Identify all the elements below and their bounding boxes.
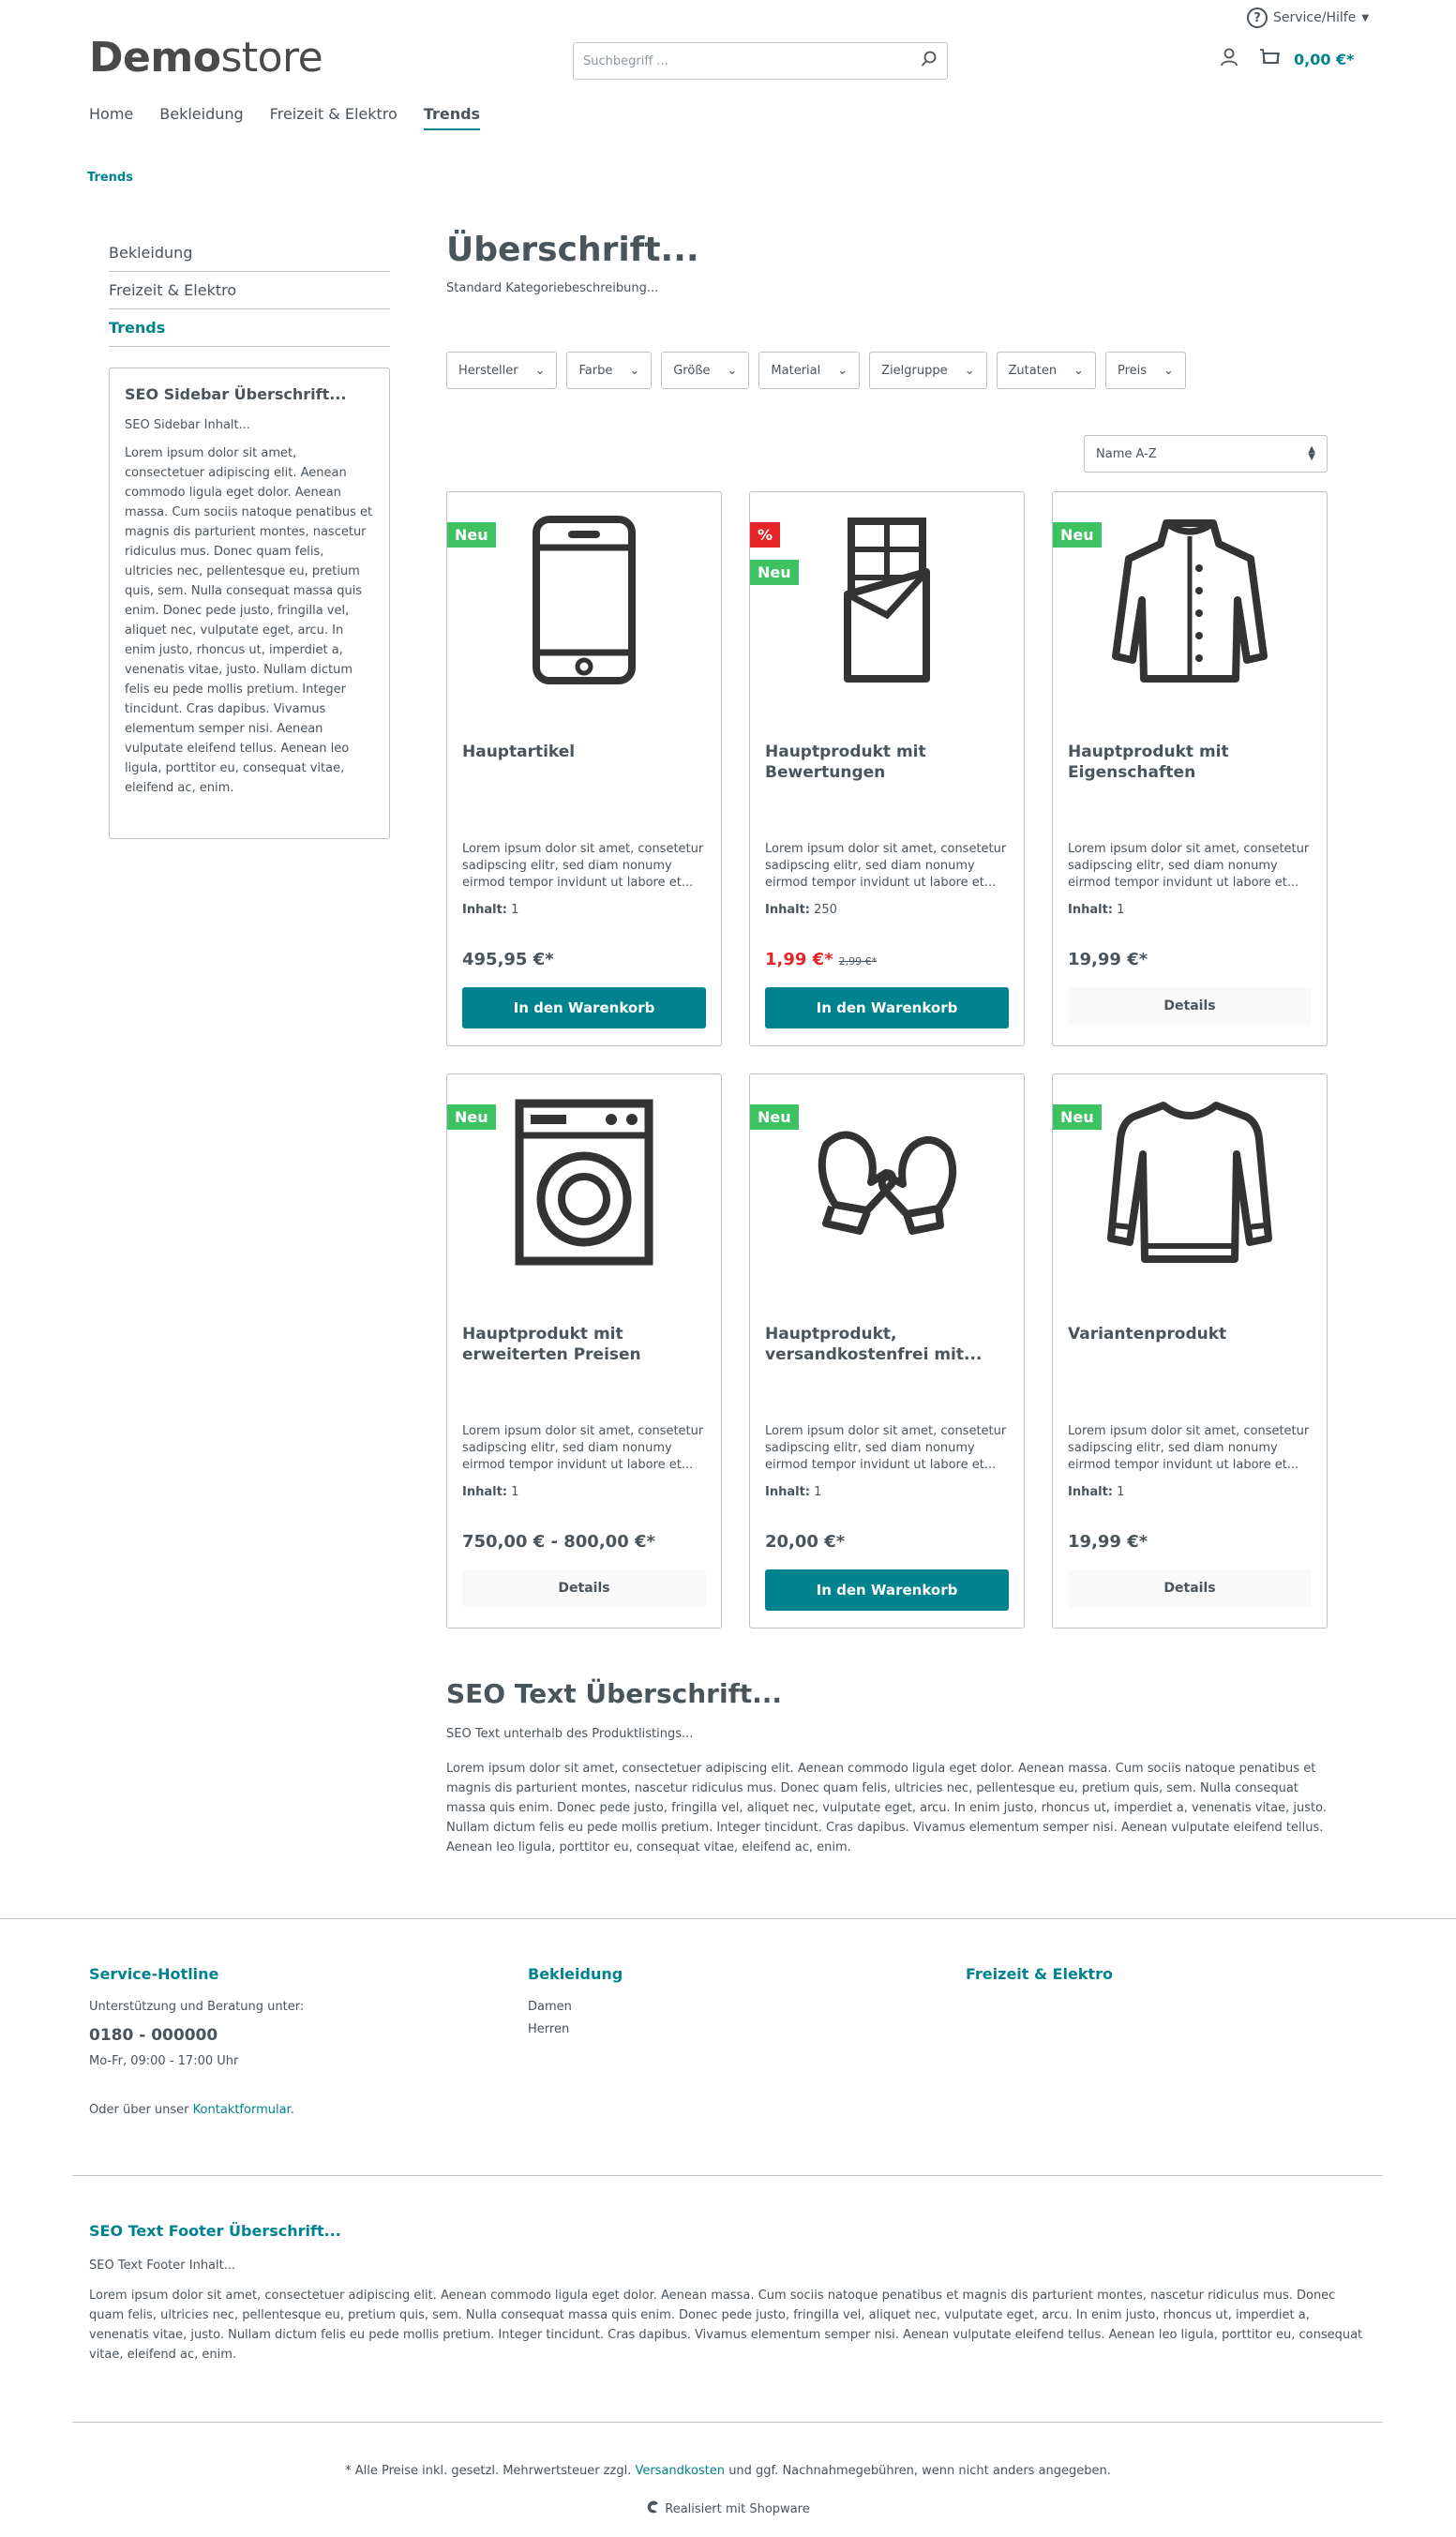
content-value: 250 <box>814 903 837 917</box>
footer-powered-by[interactable] <box>0 2499 1456 2518</box>
filter-farbe[interactable] <box>566 352 652 389</box>
footer-divider <box>0 1918 1456 1919</box>
details-button[interactable]: Details <box>1068 987 1312 1025</box>
filter-label: Hersteller <box>458 363 518 378</box>
chocolate-icon[interactable] <box>750 511 1024 689</box>
product-card[interactable] <box>446 1073 722 1629</box>
sidebar-seo-title: SEO Sidebar Überschrift... <box>125 385 347 403</box>
sidebar-seo-subtitle: SEO Sidebar Inhalt... <box>125 418 251 432</box>
product-name[interactable]: Hauptprodukt mit Bewertungen <box>765 743 926 782</box>
product-price: 495,95 €* <box>462 950 554 969</box>
sale-price: 1,99 €* <box>765 950 833 969</box>
nav-item-trends[interactable]: Trends <box>424 105 480 130</box>
content-value: 1 <box>814 1485 822 1499</box>
filter-zielgruppe[interactable] <box>869 352 986 389</box>
shipping-costs-link[interactable]: Versandkosten <box>635 2464 726 2478</box>
chevron-down-icon: ⌄ <box>1073 363 1084 378</box>
search-icon[interactable] <box>921 51 938 71</box>
shopware-icon <box>646 2499 661 2518</box>
product-card[interactable] <box>749 491 1025 1046</box>
product-name[interactable]: Variantenprodukt <box>1068 1325 1227 1344</box>
footer-col-title[interactable]: Bekleidung <box>528 1965 623 1983</box>
filter-label: Zielgruppe <box>881 363 948 378</box>
product-description: Lorem ipsum dolor sit amet, consetetur sadipscing elitr, sed diam nonumy eirmod tempor invidunt ut labore et... <box>1068 1424 1310 1472</box>
product-price <box>765 950 877 969</box>
product-name[interactable]: Hauptprodukt, versandkostenfrei mit... <box>765 1325 983 1364</box>
footer-hotline-title: Service-Hotline <box>89 1965 219 1983</box>
footer-divider <box>72 2175 1383 2176</box>
product-grid <box>446 491 1328 1629</box>
footer-col-freizeit <box>966 1965 1113 1996</box>
sale-badge: % <box>750 522 780 548</box>
filter-label: Material <box>771 363 821 378</box>
seo-title: SEO Text Überschrift... <box>446 1678 783 1709</box>
footer-price-note <box>0 2464 1456 2478</box>
chevron-down-icon: ⌄ <box>964 363 975 378</box>
question-icon: ? <box>1247 8 1268 28</box>
sort-select[interactable] <box>1084 435 1328 473</box>
nav-item-home[interactable]: Home <box>89 105 134 123</box>
filter-material[interactable] <box>758 352 860 389</box>
filter-groesse[interactable] <box>661 352 749 389</box>
footer-col-bekleidung <box>528 1965 623 2041</box>
product-card[interactable] <box>1052 1073 1328 1629</box>
product-content <box>1068 1485 1124 1499</box>
sort-selected-value: Name A-Z <box>1096 446 1157 461</box>
product-card[interactable] <box>446 491 722 1046</box>
product-description: Lorem ipsum dolor sit amet, consetetur sadipscing elitr, sed diam nonumy eirmod tempor invidunt ut labore et... <box>765 1424 1007 1472</box>
chevron-down-icon: ⌄ <box>837 363 848 378</box>
chevron-down-icon: ⌄ <box>727 363 738 378</box>
content-label: Inhalt: <box>765 903 810 917</box>
service-help-menu[interactable] <box>1247 8 1369 28</box>
search-box <box>573 42 948 80</box>
details-button[interactable]: Details <box>462 1569 706 1607</box>
chevron-down-icon: ⌄ <box>1163 363 1174 378</box>
content-value: 1 <box>511 1485 519 1499</box>
smartphone-icon[interactable] <box>447 511 721 689</box>
product-description: Lorem ipsum dolor sit amet, consetetur sadipscing elitr, sed diam nonumy eirmod tempor invidunt ut labore et... <box>1068 842 1310 890</box>
nav-item-bekleidung[interactable]: Bekleidung <box>159 105 244 123</box>
product-name[interactable]: Hauptartikel <box>462 743 576 761</box>
search-input[interactable] <box>583 54 921 68</box>
footer-note-suffix: und ggf. Nachnahmegebühren, wenn nicht anders angegeben. <box>728 2464 1111 2478</box>
product-content <box>765 903 837 917</box>
content-label: Inhalt: <box>1068 903 1113 917</box>
footer-col-title[interactable]: Freizeit & Elektro <box>966 1965 1113 1983</box>
sidebar-item-freizeit-elektro[interactable]: Freizeit & Elektro <box>109 272 390 309</box>
mittens-icon[interactable] <box>750 1093 1024 1271</box>
nav-item-freizeit-elektro[interactable]: Freizeit & Elektro <box>269 105 398 123</box>
main-navigation <box>89 105 480 130</box>
new-badge: Neu <box>1053 522 1102 548</box>
add-to-cart-button[interactable]: In den Warenkorb <box>462 987 706 1028</box>
footer-divider <box>72 2422 1383 2423</box>
product-price: 750,00 € - 800,00 €* <box>462 1532 655 1552</box>
new-badge: Neu <box>750 560 799 585</box>
filter-label: Zutaten <box>1008 363 1058 378</box>
content-label: Inhalt: <box>765 1485 810 1499</box>
footer-hotline <box>89 1965 304 2122</box>
product-price: 20,00 €* <box>765 1532 846 1552</box>
new-badge: Neu <box>447 522 496 548</box>
filter-label: Farbe <box>578 363 613 378</box>
page-title: Überschrift... <box>446 231 699 269</box>
filter-hersteller[interactable] <box>446 352 557 389</box>
breadcrumb[interactable]: Trends <box>87 171 133 185</box>
filter-label: Größe <box>673 363 711 378</box>
seo-subtitle: SEO Text unterhalb des Produktlistings... <box>446 1727 694 1741</box>
product-content <box>462 1485 518 1499</box>
footer-seo-subtitle: SEO Text Footer Inhalt... <box>89 2259 236 2273</box>
category-description: Standard Kategoriebeschreibung... <box>446 281 659 295</box>
content-value: 1 <box>511 903 519 917</box>
service-help-label: Service/Hilfe <box>1273 10 1357 25</box>
filter-label: Preis <box>1117 363 1148 378</box>
new-badge: Neu <box>1053 1104 1102 1130</box>
sidebar-item-trends[interactable]: Trends <box>109 309 390 347</box>
footer-note-prefix: * Alle Preise inkl. gesetzl. Mehrwertsteuer zzgl. <box>345 2464 632 2478</box>
chevron-down-icon: ⌄ <box>534 363 546 378</box>
footer-seo-text: Lorem ipsum dolor sit amet, consectetuer adipiscing elit. Aenean commodo ligula eget dolor. Aenean massa. Cum sociis natoque penatibus et magnis dis parturient montes, nascetur ridiculus mus. Donec quam felis, ultricies nec, pellentesque eu, pretium quis, sem. Nulla consequat massa quis enim. Donec pede justo, fringilla vel, aliquet nec, vulputate eget, arcu. In enim justo, rhoncus ut, imperdiet a, venenatis vitae, justo. Nullam dictum felis eu pede mollis pretium. Integer tincidunt. Cras dapibus. Vivamus elementum semper nisi. Aenean vulputate eleifend tellus. Aenean leo ligula, porttitor eu, consequat vitae, eleifend ac, enim. <box>89 2289 1363 2362</box>
product-card[interactable] <box>1052 491 1328 1046</box>
product-description: Lorem ipsum dolor sit amet, consetetur sadipscing elitr, sed diam nonumy eirmod tempor invidunt ut labore et... <box>765 842 1007 890</box>
logo-light: store <box>220 34 323 82</box>
footer-contact <box>89 2099 304 2122</box>
old-price: 2,99 €* <box>838 955 878 968</box>
footer-link-herren[interactable]: Herren <box>528 2022 570 2036</box>
product-name[interactable]: Hauptprodukt mit erweiterten Preisen <box>462 1325 641 1364</box>
product-description: Lorem ipsum dolor sit amet, consetetur sadipscing elitr, sed diam nonumy eirmod tempor invidunt ut labore et... <box>462 1424 704 1472</box>
filter-bar <box>446 352 1186 389</box>
new-badge: Neu <box>447 1104 496 1130</box>
chevron-down-icon: ⌄ <box>629 363 640 378</box>
new-badge: Neu <box>750 1104 799 1130</box>
footer-hours: Mo-Fr, 09:00 - 17:00 Uhr <box>89 2054 239 2068</box>
content-label: Inhalt: <box>1068 1485 1113 1499</box>
add-to-cart-button[interactable]: In den Warenkorb <box>765 987 1009 1028</box>
washing-machine-icon[interactable] <box>447 1093 721 1271</box>
product-card[interactable] <box>749 1073 1025 1629</box>
caret-down-icon: ▼ <box>1361 12 1370 23</box>
product-content <box>1068 903 1124 917</box>
select-arrows-icon: ▲ ▼ <box>1308 444 1315 462</box>
sweater-icon[interactable] <box>1053 1093 1327 1271</box>
filter-preis[interactable] <box>1105 352 1186 389</box>
product-content <box>462 903 518 917</box>
product-content <box>765 1485 821 1499</box>
content-value: 1 <box>1117 1485 1125 1499</box>
cart-icon[interactable] <box>1258 47 1281 71</box>
store-logo[interactable] <box>89 34 323 82</box>
content-value: 1 <box>1117 903 1125 917</box>
filter-zutaten[interactable] <box>997 352 1096 389</box>
footer-seo-title: SEO Text Footer Überschrift... <box>89 2222 341 2240</box>
jacket-icon[interactable] <box>1053 511 1327 689</box>
details-button[interactable]: Details <box>1068 1569 1312 1607</box>
sidebar-category-nav <box>109 234 390 347</box>
footer-contact-prefix: Oder über unser <box>89 2103 189 2117</box>
footer-hotline-text: Unterstützung und Beratung unter: <box>89 2000 305 2014</box>
product-name[interactable]: Hauptprodukt mit Eigenschaften <box>1068 743 1229 782</box>
content-label: Inhalt: <box>462 1485 507 1499</box>
contact-form-link[interactable]: Kontaktformular <box>192 2103 291 2117</box>
seo-text: Lorem ipsum dolor sit amet, consectetuer adipiscing elit. Aenean commodo ligula eget dolor. Aenean massa. Cum sociis natoque penatibus et magnis dis parturient montes, nascetur ridiculus mus. Donec quam felis, ultricies nec, pellentesque eu, pretium quis, sem. Nulla consequat massa quis enim. Donec pede justo, fringilla vel, aliquet nec, vulputate eget, arcu. In enim justo, rhoncus ut, imperdiet a, venenatis vitae, justo. Nullam dictum felis eu pede mollis pretium. Integer tincidunt. Cras dapibus. Vivamus elementum semper nisi. Aenean vulputate eleifend tellus. Aenean leo ligula, porttitor eu, consequat vitae, eleifend ac, enim. <box>446 1762 1327 1854</box>
footer-link-damen[interactable]: Damen <box>528 2000 572 2014</box>
header-actions <box>1219 47 1355 71</box>
account-icon[interactable] <box>1219 47 1239 71</box>
cart-total[interactable]: 0,00 €* <box>1294 50 1355 68</box>
sidebar-seo-text: Lorem ipsum dolor sit amet, consectetuer adipiscing elit. Aenean commodo ligula eget dolor. Aenean massa. Cum sociis natoque penatibus et magnis dis parturient montes, nascetur ridiculus mus. Donec quam felis, ultricies nec, pellentesque eu, pretium quis, sem. Nulla consequat massa quis enim. Donec pede justo, fringilla vel, aliquet nec, vulputate eget, arcu. In enim justo, rhoncus ut, imperdiet a, venenatis vitae, justo. Nullam dictum felis eu pede mollis pretium. Integer tincidunt. Cras dapibus. Vivamus elementum semper nisi. Aenean vulputate eleifend tellus. Aenean leo ligula, porttitor eu, consequat vitae, eleifend ac, enim. <box>125 446 373 795</box>
powered-label: Realisiert mit Shopware <box>665 2501 810 2516</box>
product-price: 19,99 €* <box>1068 1532 1148 1552</box>
logo-bold: Demo <box>89 34 221 82</box>
product-price: 19,99 €* <box>1068 950 1148 969</box>
footer-contact-suffix: . <box>290 2103 294 2117</box>
footer-seo <box>89 2222 1369 2364</box>
add-to-cart-button[interactable]: In den Warenkorb <box>765 1569 1009 1611</box>
footer-phone[interactable]: 0180 - 000000 <box>89 2026 218 2045</box>
content-label: Inhalt: <box>462 903 507 917</box>
product-description: Lorem ipsum dolor sit amet, consetetur sadipscing elitr, sed diam nonumy eirmod tempor invidunt ut labore et... <box>462 842 704 890</box>
sidebar-item-bekleidung[interactable]: Bekleidung <box>109 234 390 272</box>
sidebar-seo-box <box>109 368 390 839</box>
